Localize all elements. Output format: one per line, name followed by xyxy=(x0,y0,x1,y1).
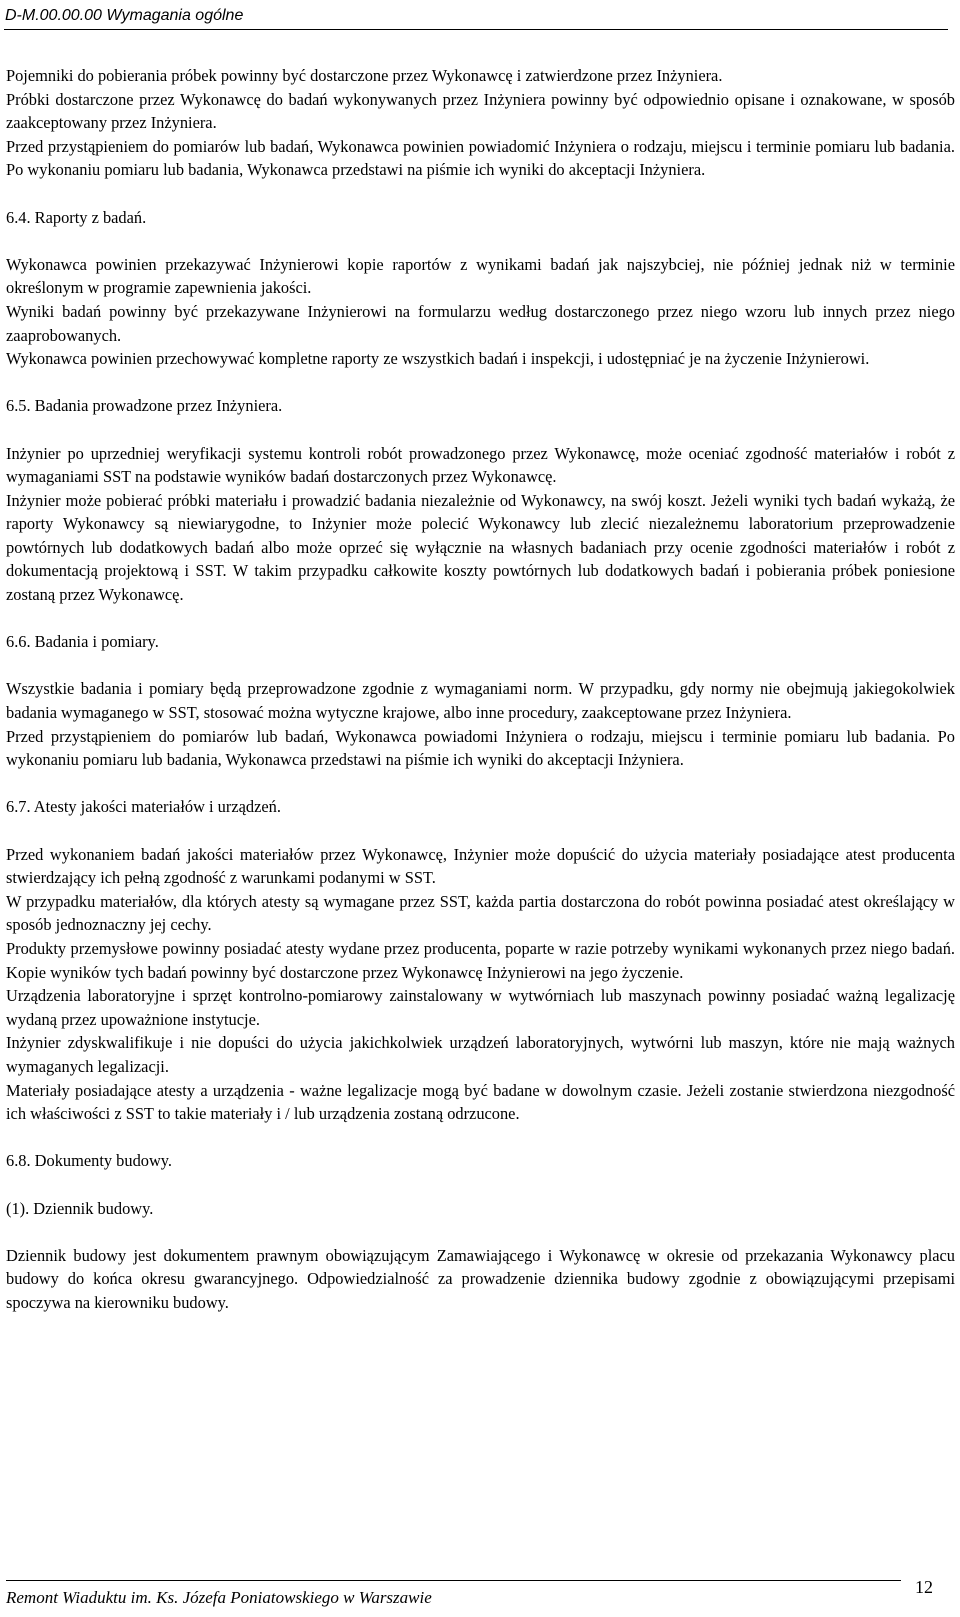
page-number: 12 xyxy=(915,1577,933,1597)
paragraph: Dziennik budowy jest dokumentem prawnym obowiązującym Zamawiającego i Wykonawcę w okresie od przekazania Wykonawcy placu budowy do końca okresu gwarancyjnego. Odpowiedzialność za prowadzenie dziennika budowy zgodnie z obowiązującymi przepisami spoczywa na kierowniku budowy. xyxy=(6,1245,955,1312)
paragraph: Materiały posiadające atesty a urządzenia - ważne legalizacje mogą być badane w dowolnym czasie. Jeżeli zostanie stwierdzona niezgodność ich właściwości z SST to takie materiały i / lub urządzenia zostaną odrzucone. xyxy=(6,1080,955,1124)
paragraph: Przed wykonaniem badań jakości materiałów przez Wykonawcę, Inżynier może dopuścić do użycia materiały posiadające atest producenta stwierdzający ich pełną zgodność z warunkami podanymi w SST. xyxy=(6,844,955,888)
page-header: D-M.00.00.00 Wymagania ogólne xyxy=(5,7,244,24)
paragraph: Przed przystąpieniem do pomiarów lub badań, Wykonawca powiadomi Inżyniera o rodzaju, miejscu i terminie pomiaru lub badania. Po wykonaniu pomiaru lub badania, Wykonawca przedstawi na piśmie ich wyniki do akceptacji Inżyniera. xyxy=(6,726,955,770)
paragraph: Urządzenia laboratoryjne i sprzęt kontrolno-pomiarowy zainstalowany w wytwórniach lub maszynach powinny posiadać ważną legalizację wydaną przez upoważnione instytucje. xyxy=(6,986,955,1029)
section-heading-6-8: 6.8. Dokumenty budowy. xyxy=(6,1151,173,1171)
section-heading-6-5: 6.5. Badania prowadzone przez Inżyniera. xyxy=(6,396,283,416)
paragraph: Pojemniki do pobierania próbek powinny być dostarczone przez Wykonawcę i zatwierdzone przez Inżyniera. xyxy=(6,66,723,85)
header-rule xyxy=(4,29,948,30)
section-heading-6-7: 6.7. Atesty jakości materiałów i urządzeń. xyxy=(6,797,281,817)
paragraph: Wykonawca powinien przechowywać kompletne raporty ze wszystkich badań i inspekcji, i udostępniać je na życzenie Inżynierowi. xyxy=(6,349,870,369)
paragraph: Wszystkie badania i pomiary będą przeprowadzone zgodnie z wymaganiami norm. W przypadku, gdy normy nie obejmują jakiegokolwiek badania wymaganego w SST, stosować można wytyczne krajowe, albo inne procedury, zaakceptowane przez Inżyniera. xyxy=(6,679,955,723)
section-heading-6-4: 6.4. Raporty z badań. xyxy=(6,207,147,227)
paragraph: Przed przystąpieniem do pomiarów lub badań, Wykonawca powinien powiadomić Inżyniera o rodzaju, miejscu i terminie pomiaru lub badania. Po wykonaniu pomiaru lub badania, Wykonawca przedstawi na piśmie ich wyniki do akceptacji Inżyniera. xyxy=(6,136,955,180)
paragraph: Inżynier zdyskwalifikuje i nie dopuści do użycia jakichkolwiek urządzeń laboratoryjnych, wytwórni lub maszyn, które nie mają ważnych wymaganych legalizacji. xyxy=(6,1033,955,1076)
page-footer: Remont Wiaduktu im. Ks. Józefa Poniatowskiego w Warszawie xyxy=(6,1588,432,1607)
footer-rule xyxy=(6,1580,901,1581)
paragraph: Próbki dostarczone przez Wykonawcę do badań wykonywanych przez Inżyniera powinny być odpowiednio opisane i oznakowane, w sposób zaakceptowany przez Inżyniera. xyxy=(6,89,955,133)
paragraph: Inżynier może pobierać próbki materiału i prowadzić badania niezależnie od Wykonawcy, na swój koszt. Jeżeli wyniki tych badań wykażą, że raporty Wykonawcy są niewiarygodne, to Inżynier może polecić Wykonawcy lub zlecić niezależnemu laboratorium przeprowadzenie powtórnych lub dodatkowych badań albo może oprzeć się wyłącznie na własnych badaniach przy ocenie zgodności materiałów i robót z dokumentacją projektową i SST. W takim przypadku całkowite koszty powtórnych lub dodatkowych badań i pobierania próbek poniesione zostaną przez Wykonawcę. xyxy=(6,490,955,605)
paragraph: Inżynier po uprzedniej weryfikacji systemu kontroli robót prowadzonego przez Wykonawcę, może oceniać zgodność materiałów i robót z wymaganiami SST na podstawie wyników badań dostarczonych przez Wykonawcę. xyxy=(6,443,955,487)
subsection-heading-1: (1). Dziennik budowy. xyxy=(6,1198,154,1218)
paragraph: W przypadku materiałów, dla których atesty są wymagane przez SST, każda partia dostarczona do robót powinna posiadać atest określający w sposób jednoznaczny jej cechy. xyxy=(6,891,955,935)
paragraph: Produkty przemysłowe powinny posiadać atesty wydane przez producenta, poparte w razie potrzeby wynikami wykonanych przez niego badań. Kopie wyników tych badań powinny być dostarczone przez Wykonawcę Inżynierowi na jego życzenie. xyxy=(6,938,955,982)
paragraph: Wyniki badań powinny być przekazywane Inżynierowi na formularzu według dostarczonego przez niego wzoru lub innych przez niego zaaprobowanych. xyxy=(6,301,955,345)
paragraph: Wykonawca powinien przekazywać Inżynierowi kopie raportów z wynikami badań jak najszybciej, nie później jednak niż w terminie określonym w programie zapewnienia jakości. xyxy=(6,254,955,298)
document-body xyxy=(6,64,955,1314)
section-heading-6-6: 6.6. Badania i pomiary. xyxy=(6,632,159,652)
